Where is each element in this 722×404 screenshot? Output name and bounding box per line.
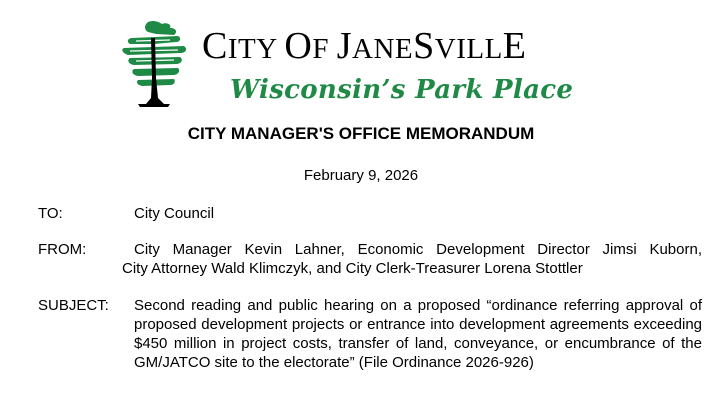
letterhead xyxy=(118,18,574,110)
to-field xyxy=(38,204,702,223)
subject-field xyxy=(38,296,702,372)
city-tagline: Wisconsin’s Park Place xyxy=(230,75,574,105)
memo-title: CITY MANAGER'S OFFICE MEMORANDUM xyxy=(187,124,535,143)
city-name: CITY OF JANESVILLE xyxy=(202,25,527,67)
from-field xyxy=(38,240,702,277)
from-value-line2: City Attorney Wald Klimczyk, and City Clerk-Treasurer Lorena Stottler xyxy=(122,260,583,277)
to-label: TO: xyxy=(38,205,63,222)
subject-value: Second reading and public hearing on a proposed “ordinance referring approval of proposed development projects or entrance into development agreements exceeding $450 million in project costs, transfer of land, conveyance, or encumbrance of the GM/JATCO site to the electorate” (File Ordinance 2026-926) xyxy=(134,297,702,371)
from-value-line1: City Manager Kevin Lahner, Economic Development Director Jimsi Kuborn, xyxy=(134,241,702,258)
tree-logo-icon xyxy=(118,18,190,110)
from-label: FROM: xyxy=(38,241,87,258)
subject-label: SUBJECT: xyxy=(38,297,109,314)
memo-date: February 9, 2026 xyxy=(303,167,419,184)
to-value: City Council xyxy=(134,205,215,222)
